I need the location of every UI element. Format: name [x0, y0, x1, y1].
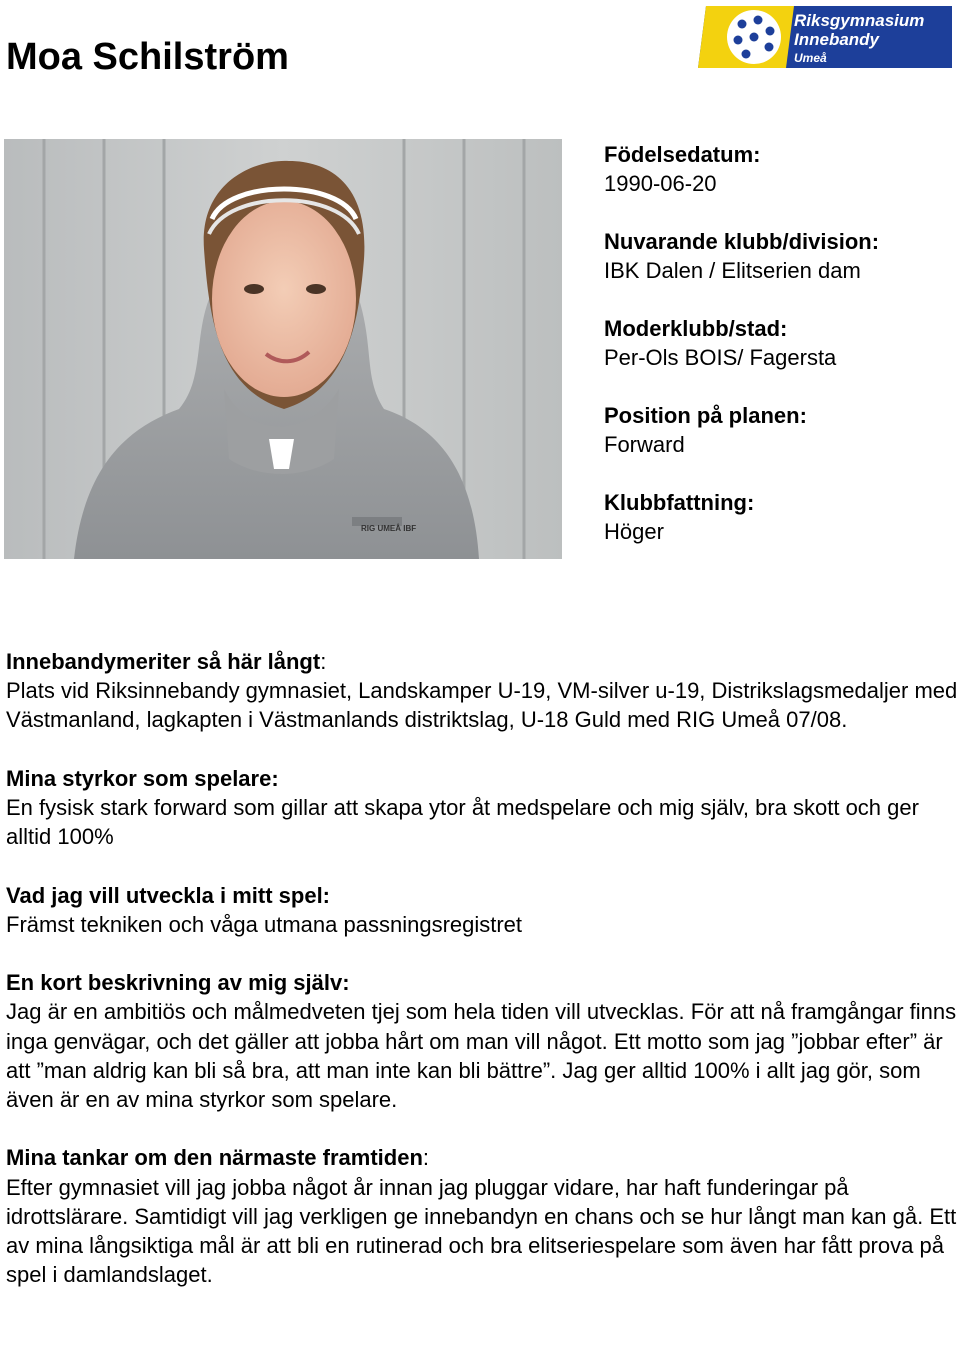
fact-value: IBK Dalen / Elitserien dam	[604, 258, 861, 283]
fact-stick-grip	[604, 488, 954, 546]
section-heading: Mina styrkor som spelare:	[6, 765, 279, 791]
section-text: Främst tekniken och våga utmana passningsregistret	[6, 911, 523, 937]
fact-label: Klubbfattning:	[604, 490, 755, 515]
school-logo	[694, 4, 956, 72]
logo-line-3: Umeå	[794, 51, 827, 65]
logo-line-2: Innebandy	[794, 30, 880, 49]
section-heading	[6, 1143, 958, 1172]
heading-colon: :	[422, 1145, 430, 1171]
fact-position	[604, 401, 954, 459]
section-future	[6, 1143, 958, 1289]
section-heading: En kort beskrivning av mig själv:	[6, 970, 350, 996]
heading-colon: :	[320, 649, 327, 674]
section-heading	[6, 647, 958, 676]
sweatshirt-print: RIG UMEÅ IBF	[361, 524, 417, 533]
section-strengths	[6, 764, 958, 852]
fact-value: Per-Ols BOIS/ Fagersta	[604, 345, 837, 370]
section-about	[6, 968, 958, 1114]
page-title: Moa Schilström	[6, 36, 289, 78]
section-text: Efter gymnasiet vill jag jobba något år innan jag pluggar vidare, har haft funderingar på idrottslärare. Samtidigt vill jag verkligen ge innebandyn en chans och se hur långt man kan gå. Ett av mina långsiktiga mål är att bli en rutinerad och bra elitseriespelare som även har fått prova på spel i damlandslaget.	[6, 1174, 957, 1288]
fact-current-club	[604, 227, 954, 285]
logo-line-1: Riksgymnasium	[794, 11, 925, 30]
player-photo	[4, 139, 562, 559]
section-merits	[6, 647, 958, 735]
fact-home-club	[604, 314, 954, 372]
fact-label: Position på planen:	[604, 403, 807, 428]
section-heading: Vad jag vill utveckla i mitt spel:	[6, 882, 331, 908]
section-text: Plats vid Riksinnebandy gymnasiet, Landskamper U-19, VM-silver u-19, Distrikslagsmedaljer med Västmanland, lagkapten i Västmanlands distriktslag, U-18 Guld med RIG Umeå 07/08.	[6, 678, 958, 733]
player-facts	[604, 140, 954, 575]
section-text: En fysisk stark forward som gillar att skapa ytor åt medspelare och mig själv, bra skott och ger alltid 100%	[6, 795, 919, 850]
section-text: Jag är en ambitiös och målmedveten tjej som hela tiden vill utvecklas. För att nå framgångar finns inga genvägar, och det gäller att jobba hårt om man vill något. Ett motto som jag ”jobbar efter” är att ”man aldrig kan bli så bra, att man inte kan bli bättre”. Jag ger alltid 100% i allt jag gör, som även är en av mina styrkor som spelare.	[6, 999, 957, 1112]
heading-text: Mina tankar om den närmaste framtiden	[6, 1145, 423, 1171]
profile-sections	[6, 647, 958, 1319]
heading-text: Innebandymeriter så här långt	[6, 649, 321, 674]
fact-value: Forward	[604, 432, 685, 457]
section-develop	[6, 881, 958, 939]
fact-value: 1990-06-20	[604, 171, 717, 196]
fact-value: Höger	[604, 519, 664, 544]
fact-birthdate	[604, 140, 954, 198]
fact-label: Nuvarande klubb/division:	[604, 229, 880, 254]
fact-label: Moderklubb/stad:	[604, 316, 788, 341]
fact-label: Födelsedatum:	[604, 142, 761, 167]
